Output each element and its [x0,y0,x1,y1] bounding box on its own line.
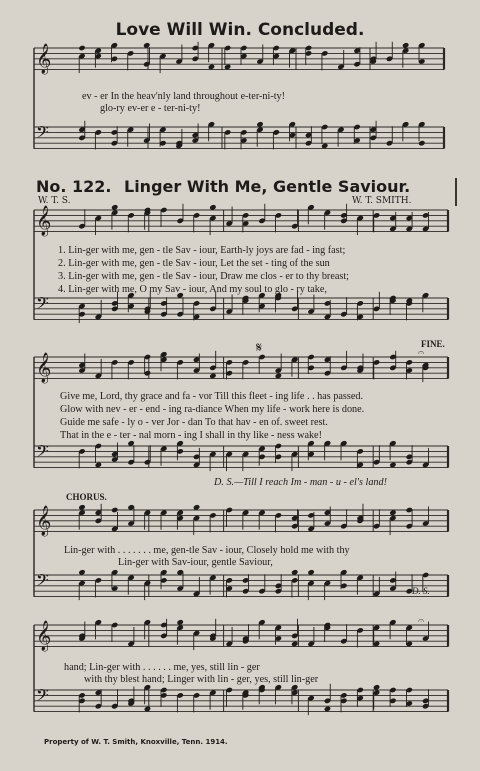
section-title: Love Will Win. Concluded. [115,20,365,40]
margin-mark [455,178,457,206]
lyrics-line: ev - er In the heav'nly land throughout e-ter-ni-ty! [82,91,286,102]
composer-name: W. T. SMITH. [352,196,412,206]
fermata-icon: 𝄐 [418,346,425,359]
lyrics-line: glo-ry ev-er e - ter-ni-ty! [100,103,201,114]
verse-line: 2. Lin-ger with me, gen - tle Sav - iour, Let the set - ting of the sun [58,258,330,269]
bass-clef-icon: 𝄢 [36,293,49,317]
fermata-icon: 𝄐 [418,614,425,627]
verse-line: That in the e - ter - nal morn - ing I shall in thy like - ness wake! [60,430,322,441]
hymn-number: No. 122. [36,177,112,196]
note-head [78,45,85,51]
segno-icon: 𝄋 [256,340,263,356]
chorus-label: CHORUS. [66,492,107,502]
treble-clef-icon: 𝄞 [36,44,52,74]
treble-clef-icon: 𝄞 [36,353,52,383]
chorus-lyrics: Lin-ger with Sav-iour, gentle Saviour, [118,557,273,568]
treble-clef-icon: 𝄞 [36,206,52,236]
verse-line: Guide me safe - ly o - ver Jor - dan To that hav - en of. sweet rest. [60,417,328,428]
bass-clef-icon: 𝄢 [36,441,49,465]
verse-line: Give me, Lord, thy grace and fa - vor Till this fleet - ing life . . has passed. [60,391,364,402]
verse-line: 3. Lin-ger with me, gen - tle Sav - iour, Draw me clos - er to thy breast; [58,271,349,282]
chorus-lyrics: with thy blest hand; Linger with lin - ger, yes, still lin-ger [84,674,319,685]
hymn-title: Linger With Me, Gentle Saviour. [124,177,411,196]
chorus-lyrics: Lin-ger with . . . . . . . me, gen-tle Sav - iour, Closely hold me with thy [64,545,350,556]
copyright-footer: Property of W. T. Smith, Knoxville, Tenn. 1914. [44,738,228,746]
ds-line: D. S.—Till I reach Im - man - u - el's land! [214,477,387,488]
verse-line: Glow with nev - er - end - ing ra-diance When my life - work here is done. [60,404,365,415]
fine-marking: FINE. [421,339,445,349]
bass-clef-icon: 𝄢 [36,122,49,146]
chorus-lyrics: hand; Lin-ger with . . . . . . me, yes, still lin - ger [64,662,260,673]
ds-marking: D. S. [412,586,430,596]
treble-clef-icon: 𝄞 [36,621,52,651]
verse-line: 1. Lin-ger with me, gen - tle Sav - iour, Earth-ly joys are fad - ing fast; [58,245,346,256]
treble-clef-icon: 𝄞 [36,506,52,536]
author-initials: W. T. S. [38,196,71,206]
verse-line: 4. Lin-ger with me, O my Sav - iour, And my soul to glo - ry take, [58,284,327,295]
bass-clef-icon: 𝄢 [36,570,49,594]
bass-clef-icon: 𝄢 [36,685,49,709]
